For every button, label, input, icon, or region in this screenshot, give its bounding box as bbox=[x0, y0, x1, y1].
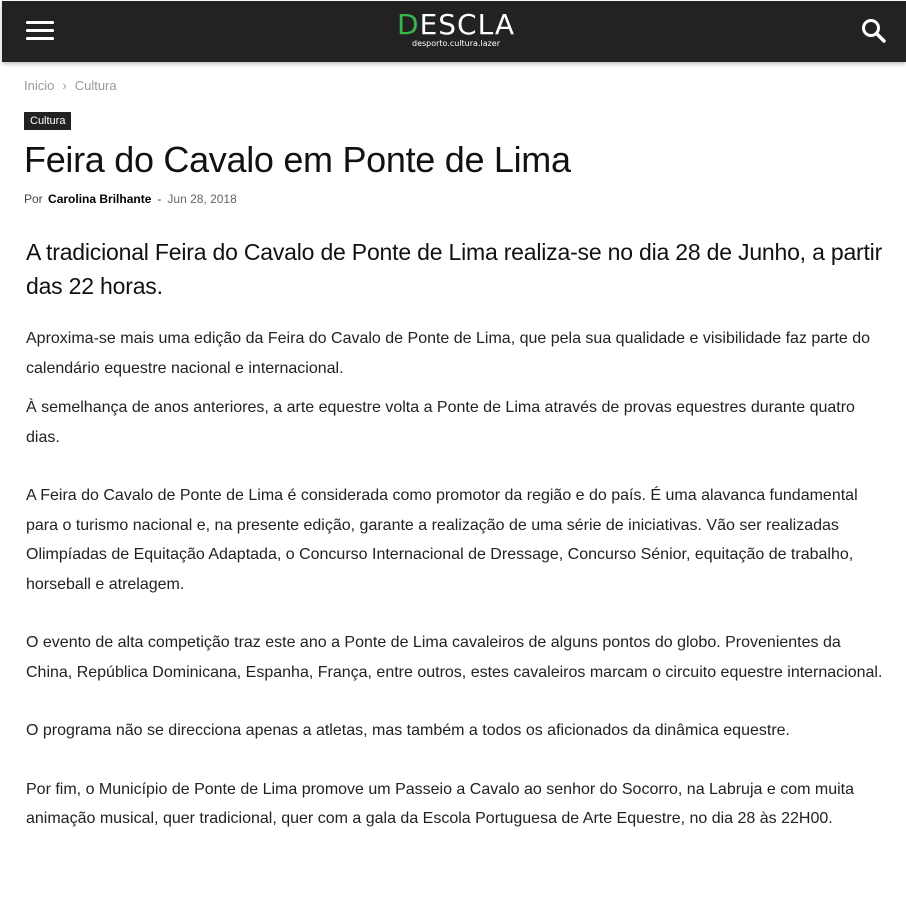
by-label: Por bbox=[24, 192, 43, 206]
logo-wordmark bbox=[396, 9, 516, 41]
search-icon[interactable] bbox=[860, 17, 888, 45]
hamburger-menu-icon[interactable] bbox=[26, 19, 56, 43]
article-paragraph: À semelhança de anos anteriores, a arte equestre volta a Ponte de Lima através de provas equestres durante quatro dias. bbox=[26, 399, 855, 446]
article-body bbox=[26, 324, 886, 834]
search-icon-graphic bbox=[860, 17, 888, 45]
category-badge[interactable]: Cultura bbox=[24, 112, 71, 130]
menu-line bbox=[26, 29, 54, 32]
breadcrumb-home-link[interactable]: Inicio bbox=[24, 78, 55, 93]
breadcrumb-cultura-link[interactable]: Cultura bbox=[74, 78, 117, 93]
publish-date: Jun 28, 2018 bbox=[167, 192, 237, 206]
logo-accent-letter: D bbox=[397, 8, 420, 41]
menu-line bbox=[26, 21, 54, 24]
author-link[interactable]: Carolina Brilhante bbox=[48, 192, 152, 206]
article-lead: A tradicional Feira do Cavalo de Ponte de Lima realiza-se no dia 28 de Junho, a partir das 22 horas. bbox=[26, 239, 883, 299]
meta-dash: - bbox=[157, 192, 162, 206]
article-paragraph: Por fim, o Município de Ponte de Lima promove um Passeio a Cavalo ao senhor do Socorro, na Labruja e com muita animação musical, quer tradicional, quer com a gala da Escola Portuguesa de Arte Equestre, no dia 28 às 22H00. bbox=[26, 780, 854, 827]
article-paragraph: A Feira do Cavalo de Ponte de Lima é considerada como promotor da região e do país. É uma alavanca fundamental para o turismo nacional e, na presente edição, garante a realização de uma série de iniciativas. Vão ser realizadas Olimpíadas de Equitação Adaptada, o Concurso Internacional de Dressage, Concurso Sénior, equitação de trabalho, horseball e atrelagem. bbox=[26, 487, 858, 593]
logo-tagline: desporto.cultura.lazer bbox=[411, 39, 501, 48]
breadcrumb-separator: › bbox=[62, 78, 67, 93]
article-meta bbox=[24, 192, 237, 206]
article-title: Feira do Cavalo em Ponte de Lima bbox=[24, 139, 571, 180]
site-logo[interactable] bbox=[396, 9, 516, 53]
menu-line bbox=[26, 37, 54, 40]
logo-word-rest: ESCLA bbox=[419, 8, 515, 41]
article-paragraph: O evento de alta competição traz este ano a Ponte de Lima cavaleiros de alguns pontos do globo. Provenientes da China, República Dominicana, Espanha, França, entre outros, estes cavaleiros marcam o circuito equestre internacional. bbox=[26, 634, 883, 681]
breadcrumb bbox=[24, 78, 117, 93]
article-paragraph: Aproxima-se mais uma edição da Feira do Cavalo de Ponte de Lima, que pela sua qualidade e visibilidade faz parte do calendário equestre nacional e internacional. bbox=[26, 330, 871, 377]
article-paragraph: O programa não se direcciona apenas a atletas, mas também a todos os aficionados da dinâmica equestre. bbox=[26, 722, 790, 739]
top-navigation-bar bbox=[2, 1, 906, 62]
